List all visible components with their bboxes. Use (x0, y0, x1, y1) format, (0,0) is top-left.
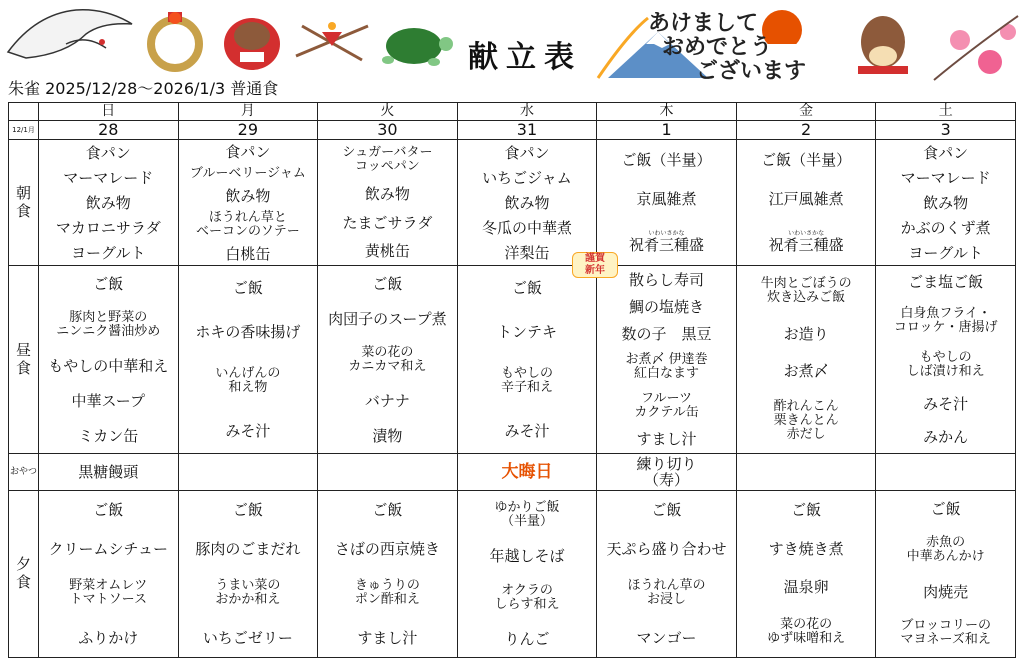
menu-item: すまし汁 (357, 628, 418, 647)
menu-item: さばの西京焼き (334, 539, 440, 558)
menu-item: 赤魚の 中華あんかけ (906, 535, 985, 565)
menu-item: 漬物 (372, 426, 403, 445)
month-label: 12/1月 (9, 121, 39, 140)
weekday-cell: 土 (876, 103, 1016, 121)
meal-label-breakfast: 朝食 (9, 140, 39, 266)
menu-item: いんげんの 和え物 (215, 366, 281, 396)
meal-label-dinner: 夕食 (9, 491, 39, 658)
menu-cell-content (458, 454, 597, 490)
menu-item: うまい菜の おかか和え (215, 578, 281, 608)
menu-item: ご飯 (791, 501, 822, 520)
menu-item: ミカン缶 (78, 426, 139, 445)
weekday-cell: 月 (178, 103, 318, 121)
menu-item: オクラの しらす和え (494, 582, 560, 612)
menu-item: たまごサラダ (342, 213, 433, 232)
menu-item: ご飯（半量） (761, 150, 852, 169)
date-cell: 3 (876, 121, 1016, 140)
menu-item: ごま塩ご飯 (908, 273, 984, 292)
menu-item: 菜の花の カニカマ和え (348, 344, 427, 374)
menu-cell-content (318, 266, 457, 453)
menu-item: ご飯（半量） (621, 150, 712, 169)
greeting-line: あけまして (648, 11, 759, 36)
menu-item: 飲み物 (364, 185, 410, 204)
menu-item: 練り切り （寿） (636, 455, 697, 489)
weekday-cell: 水 (457, 103, 597, 121)
menu-item: 菜の花の ゆず味噌和え (767, 616, 846, 646)
menu-item: 食パン (923, 143, 969, 162)
menu-cell-content (318, 454, 457, 490)
menu-item: ご飯 (93, 274, 124, 293)
menu-item: みかん (923, 427, 969, 446)
dinner-cell (457, 491, 597, 658)
menu-item: ご飯 (232, 278, 263, 297)
menu-item: みそ汁 (225, 422, 271, 441)
menu-item: 白身魚フライ・ コロッケ・唐揚げ (893, 305, 998, 335)
menu-item: ご飯 (372, 501, 403, 520)
lunch-cell (178, 266, 318, 454)
menu-cell-content (737, 140, 876, 265)
menu-item-with-ruby (629, 231, 704, 253)
horse-illustration (852, 8, 914, 76)
dinner-cell (597, 491, 737, 658)
dinner-cell (39, 491, 179, 658)
menu-item: マーマレード (900, 168, 991, 187)
menu-item: 年越しそば (489, 547, 565, 566)
menu-item: ご飯 (930, 499, 961, 518)
menu-item: フルーツ カクテル缶 (634, 391, 699, 421)
dinner-row (9, 491, 1016, 658)
menu-item: ご飯 (232, 501, 263, 520)
snack-cell (876, 454, 1016, 491)
turtle-illustration (374, 18, 454, 72)
plum-blossom-illustration (930, 10, 1022, 84)
menu-item: 飲み物 (504, 193, 550, 212)
weekday-cell: 金 (736, 103, 876, 121)
menu-cell-content (39, 266, 178, 453)
corner-cell (9, 103, 39, 121)
breakfast-cell (39, 140, 179, 266)
menu-item: 黒糖饅頭 (78, 463, 139, 481)
menu-item: 豚肉のごまだれ (195, 539, 301, 558)
menu-item: もやしの中華和え (48, 356, 169, 375)
date-cell: 28 (39, 121, 179, 140)
greeting-line: おめでとう (662, 35, 773, 60)
snack-cell (39, 454, 179, 491)
menu-item: いちごジャム (482, 168, 572, 187)
menu-item: 洋梨缶 (504, 243, 550, 262)
menu-item: 祝肴三種盛 (768, 236, 844, 255)
menu-item: 鯛の塩焼き (629, 297, 705, 316)
menu-item: いちごゼリー (202, 628, 293, 647)
menu-table (8, 102, 1016, 658)
menu-item: 数の子 黒豆 (621, 324, 712, 343)
menu-item: りんご (504, 630, 550, 649)
menu-item: ゆかりご飯 （半量） (494, 499, 560, 529)
menu-item: 肉団子のスープ煮 (328, 309, 447, 328)
menu-item: ご飯 (651, 501, 682, 520)
menu-item: 肉焼売 (923, 582, 969, 601)
menu-item: ご飯 (372, 274, 403, 293)
date-cell: 31 (457, 121, 597, 140)
menu-item: マーマレード (63, 168, 154, 187)
menu-item: 食パン (85, 143, 131, 162)
date-cell: 2 (736, 121, 876, 140)
menu-item: お造り (783, 324, 829, 343)
weekday-cell: 火 (318, 103, 458, 121)
menu-cell-content (597, 454, 736, 490)
menu-cell-content (876, 491, 1015, 657)
menu-item: クリームシチュー (48, 539, 169, 558)
menu-item: ブロッコリーの マヨネーズ和え (900, 618, 992, 648)
menu-item: トンテキ (496, 322, 557, 341)
breakfast-cell (736, 140, 876, 266)
snack-row (9, 454, 1016, 491)
menu-cell-content (597, 140, 736, 265)
menu-item: もやしの しば漬け和え (906, 350, 985, 380)
menu-cell-content (597, 491, 736, 657)
menu-cell-content (458, 491, 597, 657)
menu-item: ご飯 (511, 278, 542, 297)
weekday-cell: 日 (39, 103, 179, 121)
menu-item: バナナ (364, 391, 410, 410)
snack-cell (457, 454, 597, 491)
boar-daruma-illustration (220, 10, 284, 72)
ruby-reading: いわいさかな (788, 230, 825, 238)
menu-cell-content (737, 266, 876, 453)
subtitle: 朱雀 2025/12/28〜2026/1/3 普通食 (8, 79, 279, 98)
snack-cell (178, 454, 318, 491)
menu-cell-content (39, 491, 178, 657)
menu-cell-content (458, 140, 597, 265)
meal-label-snack: おやつ (9, 454, 39, 491)
menu-item: すまし汁 (636, 430, 697, 449)
menu-item: ブルーベリージャム (189, 165, 306, 181)
greeting-line: ございます (696, 59, 807, 84)
menu-item: ご飯 (93, 501, 124, 520)
menu-cell-content (179, 454, 318, 490)
menu-item: 飲み物 (923, 193, 969, 212)
kinga-shinnen-stamp: 謹賀 新年 (572, 252, 618, 278)
menu-cell-content (597, 266, 736, 453)
menu-item: 牛肉とごぼうの 炊き込みご飯 (760, 275, 852, 305)
menu-item: 祝肴三種盛 (629, 236, 705, 255)
breakfast-row (9, 140, 1016, 266)
lunch-cell (318, 266, 458, 454)
menu-item: 野菜オムレツ トマトソース (69, 578, 148, 608)
menu-item: ほうれん草の お浸し (627, 578, 706, 608)
menu-item: ヨーグルト (908, 243, 983, 262)
menu-item: 温泉卵 (783, 578, 829, 597)
menu-cell-content (39, 140, 178, 265)
lunch-cell (876, 266, 1016, 454)
menu-item: 京風雑煮 (636, 190, 697, 209)
menu-item: 黄桃缶 (364, 241, 410, 260)
menu-cell-content (737, 491, 876, 657)
menu-cell-content (179, 140, 318, 265)
date-cell: 29 (178, 121, 318, 140)
menu-item: 散らし寿司 (629, 270, 705, 289)
menu-item: きゅうりの ポン酢和え (354, 578, 420, 608)
snack-cell (736, 454, 876, 491)
breakfast-cell (178, 140, 318, 266)
lunch-cell (39, 266, 179, 454)
arrow-decoration-illustration (292, 16, 372, 66)
weekday-row (9, 103, 1016, 121)
lunch-cell (597, 266, 737, 454)
meal-label-lunch: 昼食 (9, 266, 39, 454)
date-cell: 1 (597, 121, 737, 140)
menu-item: みそ汁 (504, 422, 550, 441)
menu-item: 食パン (504, 143, 550, 162)
weekday-cell: 木 (597, 103, 737, 121)
snack-cell (318, 454, 458, 491)
menu-cell-content (876, 266, 1015, 453)
dinner-cell (318, 491, 458, 658)
menu-item: 天ぷら盛り合わせ (606, 539, 727, 558)
lunch-cell (736, 266, 876, 454)
lunch-cell (457, 266, 597, 454)
menu-item: ホキの香味揚げ (195, 322, 301, 341)
lunch-row (9, 266, 1016, 454)
new-year-greeting (648, 12, 838, 84)
menu-item: 白桃缶 (225, 244, 271, 263)
menu-item: 冬瓜の中華煮 (481, 218, 572, 237)
page-title: 献立表 (468, 40, 582, 75)
breakfast-cell (457, 140, 597, 266)
menu-cell-content (179, 491, 318, 657)
dinner-cell (876, 491, 1016, 658)
dinner-cell (178, 491, 318, 658)
menu-cell-content (876, 454, 1015, 490)
menu-cell-content (318, 140, 457, 265)
menu-item-with-ruby (769, 231, 844, 253)
menu-cell-content (737, 454, 876, 490)
date-row (9, 121, 1016, 140)
menu-item: 中華スープ (71, 391, 146, 410)
menu-item: ふりかけ (78, 628, 139, 647)
menu-cell-content (876, 140, 1015, 265)
menu-item: ヨーグルト (71, 243, 146, 262)
menu-item: シュガーバター コッペパン (342, 145, 433, 175)
menu-item: かぶのくず煮 (900, 218, 991, 237)
menu-item: すき焼き煮 (768, 539, 844, 558)
menu-cell-content (458, 266, 597, 453)
menu-item: 食パン (225, 142, 271, 161)
menu-item: もやしの 辛子和え (500, 366, 553, 396)
menu-item: 江戸風雑煮 (768, 190, 844, 209)
breakfast-cell (318, 140, 458, 266)
menu-item: 飲み物 (225, 186, 271, 205)
menu-item: 豚肉と野菜の ニンニク醤油炒め (56, 309, 161, 339)
snack-cell (597, 454, 737, 491)
menu-item: お煮〆 伊達巻 紅白なます (625, 352, 708, 382)
crane-illustration (6, 4, 134, 64)
menu-item: マカロニサラダ (55, 218, 161, 237)
breakfast-cell (876, 140, 1016, 266)
date-cell: 30 (318, 121, 458, 140)
dinner-cell (736, 491, 876, 658)
ruby-reading: いわいさかな (648, 230, 685, 238)
omisoka-badge: 大晦日 (501, 462, 553, 482)
breakfast-cell (597, 140, 737, 266)
menu-item: みそ汁 (923, 395, 969, 414)
menu-item: 酢れんこん 栗きんとん 赤だし (773, 399, 839, 443)
menu-item: ほうれん草と ベーコンのソテー (195, 209, 300, 239)
menu-item: 飲み物 (85, 193, 131, 212)
menu-item: マンゴー (636, 628, 697, 647)
wreath-illustration (140, 10, 210, 72)
menu-cell-content (318, 491, 457, 657)
menu-cell-content (179, 266, 318, 453)
menu-item: お煮〆 (783, 362, 829, 381)
menu-cell-content (39, 454, 178, 490)
